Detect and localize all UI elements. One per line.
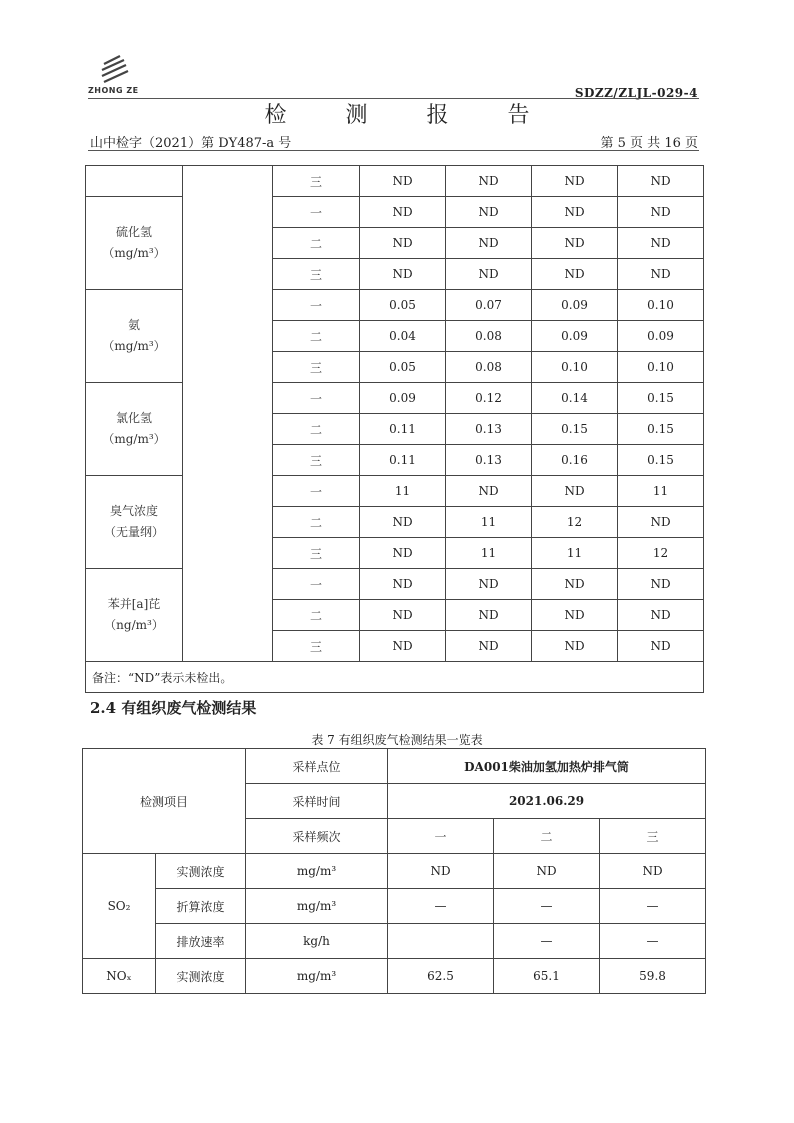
table-row: 三 0.11 0.13 0.16 0.15 [86,445,704,476]
freq-label: 采样频次 [246,819,388,854]
table-row: 二 ND ND ND ND [86,228,704,259]
table-row: 三 ND ND ND ND [86,631,704,662]
table-note: 备注：“ND”表示未检出。 [86,662,704,693]
table-row: 二 ND ND ND ND [86,600,704,631]
table-row: 折算浓度 mg/m³ — — — [83,889,706,924]
table-row: 二 ND 11 12 ND [86,507,704,538]
table-row: SO₂ 实测浓度 mg/m³ ND ND ND [83,854,706,889]
parameter-cell: 氯化氢 （mg/m³） [86,383,183,476]
report-number: 山中检字（2021）第 DY487-a 号 [90,136,292,151]
table-row: 二 0.11 0.13 0.15 0.15 [86,414,704,445]
logo-text: ZHONG ZE [88,86,139,95]
table-row: 排放速率 kg/h — — [83,924,706,959]
organized-gas-results-table [82,748,706,994]
point-value: DA001柴油加氢加热炉排气筒 [388,749,706,784]
point-label: 采样点位 [246,749,388,784]
table-row: 苯并[a]芘 （ng/m³） 一 ND ND ND ND [86,569,704,600]
parameter-cell: 苯并[a]芘 （ng/m³） [86,569,183,662]
table-caption: 表 7 有组织废气检测结果一览表 [311,733,483,747]
nox-label: NOₓ [83,959,156,994]
table-row: 氨 （mg/m³） 一 0.05 0.07 0.09 0.10 [86,290,704,321]
table-row: 氯化氢 （mg/m³） 一 0.09 0.12 0.14 0.15 [86,383,704,414]
page-title: 检 测 报 告 [264,103,556,128]
table-row [83,749,706,784]
parameter-cell: 臭气浓度 （无量纲） [86,476,183,569]
table-row: 三 ND 11 11 12 [86,538,704,569]
page-info: 第 5 页 共 16 页 [600,136,698,151]
so2-label: SO₂ [83,854,156,959]
section-title: 2.4 有组织废气检测结果 [90,699,257,717]
table-row: NOₓ 实测浓度 mg/m³ 62.5 65.1 59.8 [83,959,706,994]
table-row: 三 ND ND ND ND [86,166,704,197]
table-row: 三 0.05 0.08 0.10 0.10 [86,352,704,383]
time-value: 2021.06.29 [388,784,706,819]
document-code: SDZZ/ZLJL-029-4 [574,86,698,100]
unorganized-gas-results-table [85,165,704,693]
item-header: 检测项目 [83,749,246,854]
table-row: 硫化氢 （mg/m³） 一 ND ND ND ND [86,197,704,228]
table-note-row [86,662,704,693]
table-row: 采样频次 一 二 三 [83,819,706,854]
parameter-cell: 氨 （mg/m³） [86,290,183,383]
time-label: 采样时间 [246,784,388,819]
table-row: 三 ND ND ND ND [86,259,704,290]
table-row: 二 0.04 0.08 0.09 0.09 [86,321,704,352]
table-row: 臭气浓度 （无量纲） 一 11 ND ND 11 [86,476,704,507]
parameter-cell: 硫化氢 （mg/m³） [86,197,183,290]
subheader-divider [88,150,699,151]
